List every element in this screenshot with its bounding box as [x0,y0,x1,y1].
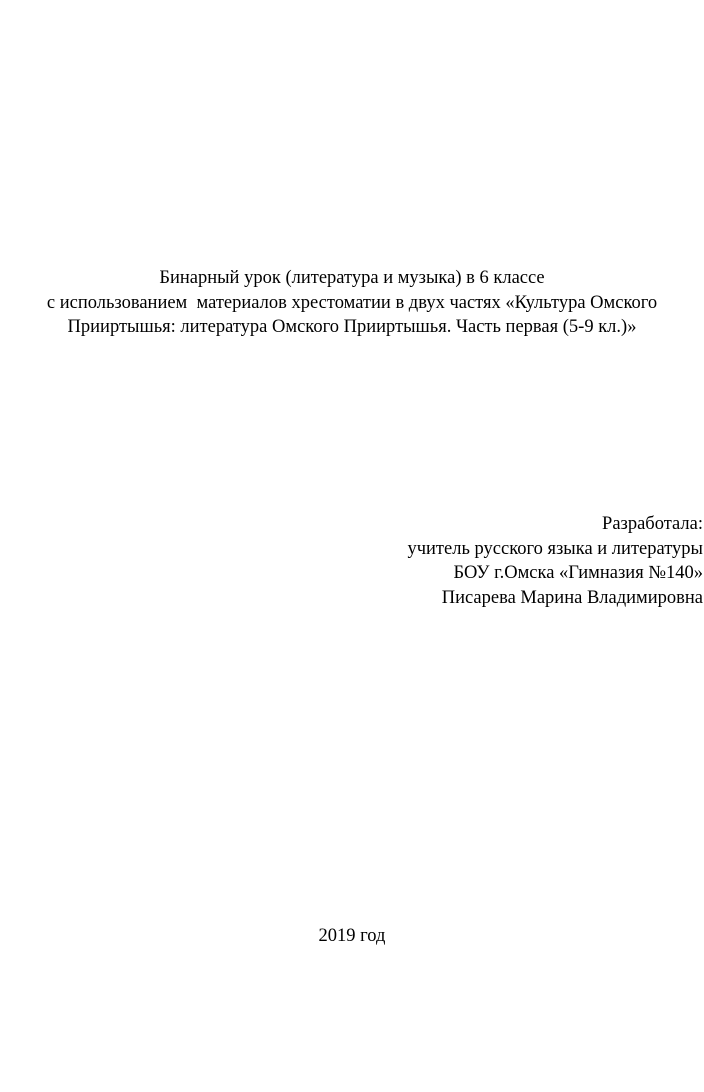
document-title [0,266,704,340]
title-line-1: Бинарный урок (литература и музыка) в 6 классе [159,268,545,288]
author-position: учитель русского языка и литературы [407,538,703,559]
author-info [407,512,703,610]
title-line-2: с использованием материалов хрестоматии в двух частях «Культура Омского [46,292,658,313]
title-line-3: Прииртышья: литература Омского Прииртышья. Часть первая (5-9 кл.)» [67,317,637,337]
author-label: Разработала: [602,514,703,534]
author-school: БОУ г.Омска «Гимназия №140» [453,563,703,583]
document-year: 2019 год [318,926,386,946]
author-name: Писарева Марина Владимировна [441,587,703,608]
